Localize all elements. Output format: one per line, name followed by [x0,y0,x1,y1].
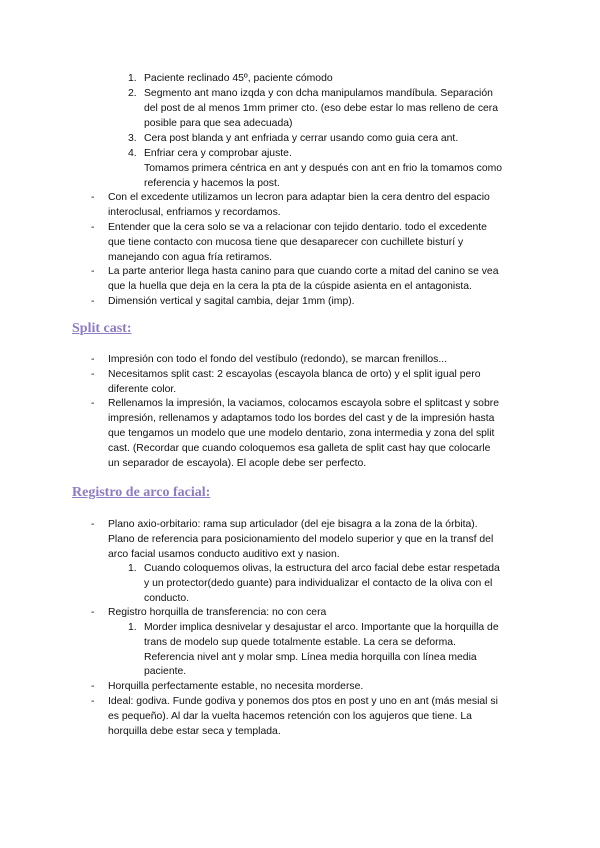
bullet-line: es pequeño). Al dar la vuelta hacemos retención con los agujeros que tiene. La [108,711,472,722]
list-item-line: Paciente reclinado 45º, paciente cómodo [144,73,333,84]
bullet-line: Plano axio-orbitario: rama sup articulador (del eje bisagra a la zona de la órbita). [108,519,478,530]
bullet-dash: - [91,607,95,618]
bullet-line: Entender que la cera solo se va a relacionar con tejido dentario. todo el excedente [108,222,487,233]
list-item-line: del post de al menos 1mm primer cto. (eso debe estar lo mas relleno de cera [144,103,499,114]
list-item-line: Segmento ant mano izqda y con dcha manipulamos mandíbula. Separación [144,88,493,99]
list-item-line: Referencia nivel ant y molar smp. Línea media horquilla con línea media [144,652,477,663]
bullet-dash: - [91,354,95,365]
bullet-dash: - [91,192,95,203]
bullet-line: manejando con agua fría retiramos. [108,252,273,263]
bullet-dash: - [91,398,95,409]
list-item-line: paciente. [144,666,187,677]
bullet-dash: - [91,696,95,707]
section-heading-split-cast: Split cast: [72,321,132,336]
list-number: 2. [128,88,137,99]
bullet-line: Rellenamos la impresión, la vaciamos, colocamos escayola sobre el splitcast y sobre [108,398,499,409]
list-number: 1. [128,73,137,84]
bullet-line: interoclusal, enfriamos y recordamos. [108,207,281,218]
bullet-line: cast. (Recordar que cuando coloquemos esa galleta de split cast hay que colocarle [108,443,491,454]
list-item-line: Cera post blanda y ant enfriada y cerrar usando como guia cera ant. [144,133,459,144]
bullet-dash: - [91,681,95,692]
list-item-line: Tomamos primera céntrica en ant y después con ant en frio la tomamos como [144,163,503,174]
bullet-line: que tengamos un modelo que une modelo dentario, zona intermedia y zona del split [108,428,495,439]
bullet-line: Con el excedente utilizamos un lecron para adaptar bien la cera dentro del espacio [108,192,490,203]
list-number: 4. [128,148,137,159]
bullet-line: que la huella que deja en la cera la pta de la cúspide asienta en el antagonista. [108,281,472,292]
bullet-line: impresión, rellenamos y adaptamos todo los bordes del cast y de la impresión hasta [108,413,495,424]
bullet-dash: - [91,266,95,277]
bullet-dash: - [91,296,95,307]
list-item-line: Morder implica desnivelar y desajustar el arco. Importante que la horquilla de [144,622,499,633]
bullet-dash: - [91,519,95,530]
bullet-line: Registro horquilla de transferencia: no con cera [108,607,327,618]
list-item-line: Cuando coloquemos olivas, la estructura del arco facial debe estar respetada [144,563,500,574]
bullet-line: La parte anterior llega hasta canino para que cuando corte a mitad del canino se vea [108,266,499,277]
bullet-line: un separador de escayola). El acople debe ser perfecto. [108,458,367,469]
list-item-line: y un protector(dedo guante) para individualizar el contacto de la oliva con el [144,578,493,589]
list-item-line: Enfriar cera y comprobar ajuste. [144,148,292,159]
bullet-line: Ideal: godiva. Funde godiva y ponemos dos ptos en post y uno en ant (más mesial si [108,696,498,707]
bullet-dash: - [91,222,95,233]
list-item-line: referencia y hacemos la post. [144,178,280,189]
bullet-line: Necesitamos split cast: 2 escayolas (escayola blanca de orto) y el split igual pero [108,369,481,380]
bullet-line: Horquilla perfectamente estable, no necesita morderse. [108,681,364,692]
list-number: 3. [128,133,137,144]
bullet-line: que tiene contacto con mucosa tiene que desaparecer con cuchillete bisturí y [108,237,464,248]
list-item-line: conducto. [144,593,190,604]
bullet-line: arco facial usamos conducto auditivo ext y nasion. [108,549,340,560]
list-item-line: posible para que sea adecuada) [144,118,293,129]
list-number: 1. [128,622,137,633]
section-heading-arco-facial: Registro de arco facial: [72,485,211,500]
bullet-line: Plano de referencia para posicionamiento del modelo superior y que en la transf del [108,534,494,545]
bullet-line: Impresión con todo el fondo del vestíbulo (redondo), se marcan frenillos... [108,354,448,365]
bullet-line: horquilla debe estar seca y templada. [108,726,281,737]
bullet-line: diferente color. [108,384,177,395]
bullet-line: Dimensión vertical y sagital cambia, dejar 1mm (imp). [108,296,355,307]
list-number: 1. [128,563,137,574]
list-item-line: trans de modelo sup quede totalmente estable. La cera se deforma. [144,637,456,648]
bullet-dash: - [91,369,95,380]
